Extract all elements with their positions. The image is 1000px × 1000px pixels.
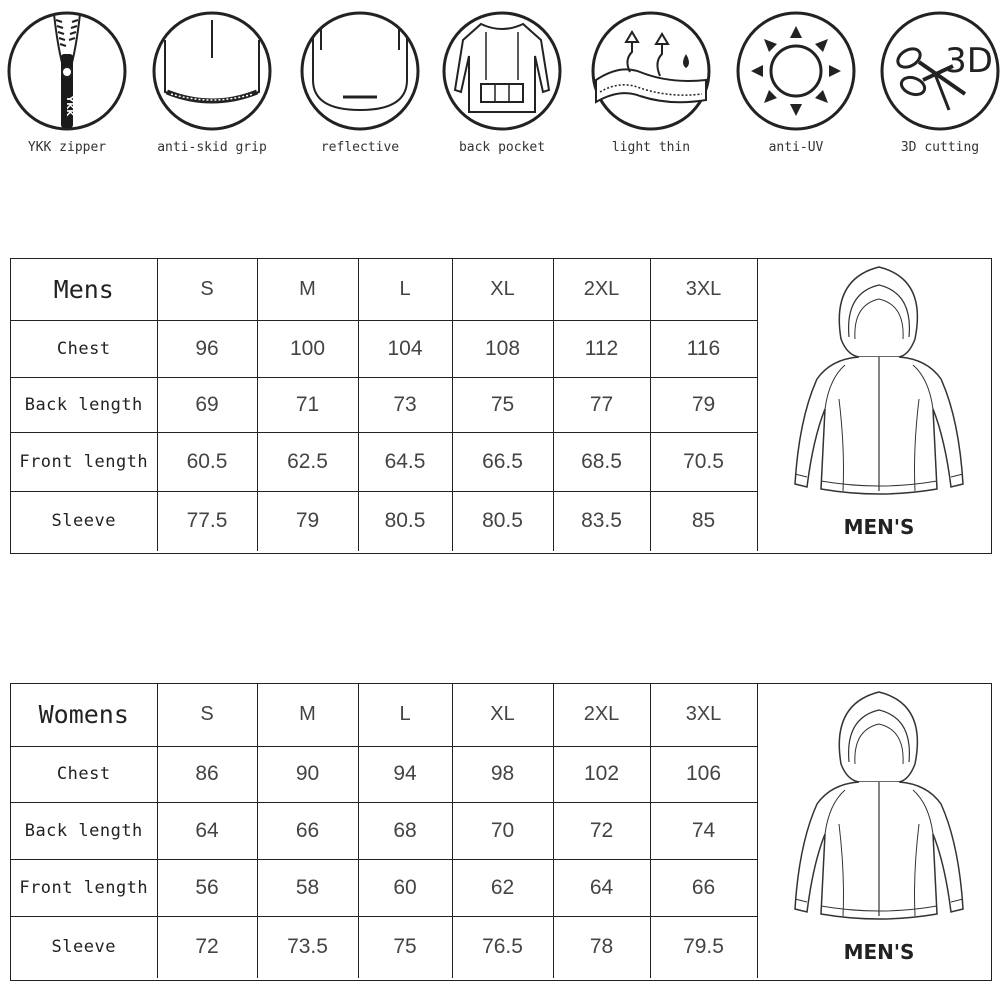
table-header-row — [11, 259, 757, 320]
feature-label: YKK zipper — [27, 140, 107, 155]
table-cell: 96 — [157, 320, 257, 377]
hooded-jacket-icon — [759, 259, 991, 509]
table-cell: 85 — [650, 491, 757, 551]
table-cell: 58 — [257, 859, 358, 916]
table-row — [11, 859, 757, 916]
row-label: Chest — [11, 746, 157, 802]
mens-size-chart — [10, 258, 992, 554]
size-header: L — [358, 684, 452, 746]
table-cell: 70.5 — [650, 432, 757, 491]
svg-text:YKK: YKK — [64, 95, 74, 117]
feature-light-thin — [581, 10, 721, 155]
table-cell: 74 — [650, 802, 757, 859]
feature-anti-skid-grip — [142, 10, 282, 155]
feature-3d-cutting — [870, 10, 1000, 155]
size-header: XL — [452, 259, 553, 320]
size-header: XL — [452, 684, 553, 746]
table-cell: 78 — [553, 916, 650, 978]
table-cell: 102 — [553, 746, 650, 802]
size-header: 3XL — [650, 259, 757, 320]
feature-label: reflective — [320, 140, 400, 155]
feature-ykk-zipper — [0, 10, 137, 155]
table-cell: 76.5 — [452, 916, 553, 978]
table-cell: 62 — [452, 859, 553, 916]
table-cell: 64 — [157, 802, 257, 859]
size-header: 3XL — [650, 684, 757, 746]
table-cell: 98 — [452, 746, 553, 802]
light-thin-icon — [590, 10, 712, 132]
table-cell: 80.5 — [358, 491, 452, 551]
table-cell: 64.5 — [358, 432, 452, 491]
row-label: Front length — [11, 859, 157, 916]
table-cell: 73 — [358, 377, 452, 432]
table-cell: 66.5 — [452, 432, 553, 491]
table-cell: 104 — [358, 320, 452, 377]
mens-size-table — [11, 259, 758, 551]
table-cell: 60.5 — [157, 432, 257, 491]
table-cell: 100 — [257, 320, 358, 377]
table-cell: 72 — [553, 802, 650, 859]
table-cell: 80.5 — [452, 491, 553, 551]
feature-label: anti-skid grip — [157, 140, 267, 155]
reflective-icon — [299, 10, 421, 132]
jacket-caption: MEN'S — [843, 940, 915, 964]
table-title: Mens — [11, 259, 157, 320]
3d-cutting-icon — [879, 10, 1000, 132]
table-cell: 68 — [358, 802, 452, 859]
row-label: Sleeve — [11, 491, 157, 551]
row-label: Back length — [11, 802, 157, 859]
size-header: M — [257, 259, 358, 320]
row-label: Back length — [11, 377, 157, 432]
feature-reflective — [290, 10, 430, 155]
table-cell: 75 — [452, 377, 553, 432]
svg-text:3D: 3D — [945, 41, 993, 81]
table-header-row — [11, 684, 757, 746]
mens-jacket-illustration — [759, 259, 991, 553]
table-cell: 69 — [157, 377, 257, 432]
table-cell: 79 — [650, 377, 757, 432]
feature-label: 3D cutting — [900, 140, 980, 155]
womens-size-chart — [10, 683, 992, 981]
size-header: 2XL — [553, 259, 650, 320]
feature-back-pocket — [432, 10, 572, 155]
table-cell: 83.5 — [553, 491, 650, 551]
size-header: 2XL — [553, 684, 650, 746]
table-cell: 106 — [650, 746, 757, 802]
anti-uv-icon — [735, 10, 857, 132]
table-row — [11, 320, 757, 377]
table-cell: 77 — [553, 377, 650, 432]
womens-jacket-illustration — [759, 684, 991, 980]
table-cell: 66 — [257, 802, 358, 859]
table-row — [11, 377, 757, 432]
table-cell: 77.5 — [157, 491, 257, 551]
size-header: S — [157, 259, 257, 320]
table-cell: 56 — [157, 859, 257, 916]
table-row — [11, 916, 757, 978]
feature-label: back pocket — [458, 140, 546, 155]
jacket-caption: MEN'S — [843, 515, 915, 539]
table-cell: 70 — [452, 802, 553, 859]
table-cell: 108 — [452, 320, 553, 377]
hooded-jacket-icon — [759, 684, 991, 934]
row-label: Chest — [11, 320, 157, 377]
table-cell: 79.5 — [650, 916, 757, 978]
feature-label: anti-UV — [768, 140, 824, 155]
table-cell: 75 — [358, 916, 452, 978]
table-cell: 62.5 — [257, 432, 358, 491]
table-cell: 72 — [157, 916, 257, 978]
table-cell: 73.5 — [257, 916, 358, 978]
table-row — [11, 746, 757, 802]
table-title: Womens — [11, 684, 157, 746]
anti-skid-grip-icon — [151, 10, 273, 132]
table-cell: 116 — [650, 320, 757, 377]
table-cell: 90 — [257, 746, 358, 802]
size-header: L — [358, 259, 452, 320]
table-cell: 112 — [553, 320, 650, 377]
table-cell: 79 — [257, 491, 358, 551]
table-cell: 60 — [358, 859, 452, 916]
ykk-zipper-icon — [6, 10, 128, 132]
womens-size-table — [11, 684, 758, 978]
table-row — [11, 802, 757, 859]
row-label: Front length — [11, 432, 157, 491]
table-cell: 64 — [553, 859, 650, 916]
table-cell: 86 — [157, 746, 257, 802]
feature-label: light thin — [611, 140, 691, 155]
row-label: Sleeve — [11, 916, 157, 978]
back-pocket-icon — [441, 10, 563, 132]
size-header: M — [257, 684, 358, 746]
table-cell: 71 — [257, 377, 358, 432]
table-cell: 66 — [650, 859, 757, 916]
feature-icons-row — [0, 0, 1000, 175]
table-row — [11, 491, 757, 551]
table-row — [11, 432, 757, 491]
table-cell: 68.5 — [553, 432, 650, 491]
table-cell: 94 — [358, 746, 452, 802]
feature-anti-uv — [726, 10, 866, 155]
size-header: S — [157, 684, 257, 746]
